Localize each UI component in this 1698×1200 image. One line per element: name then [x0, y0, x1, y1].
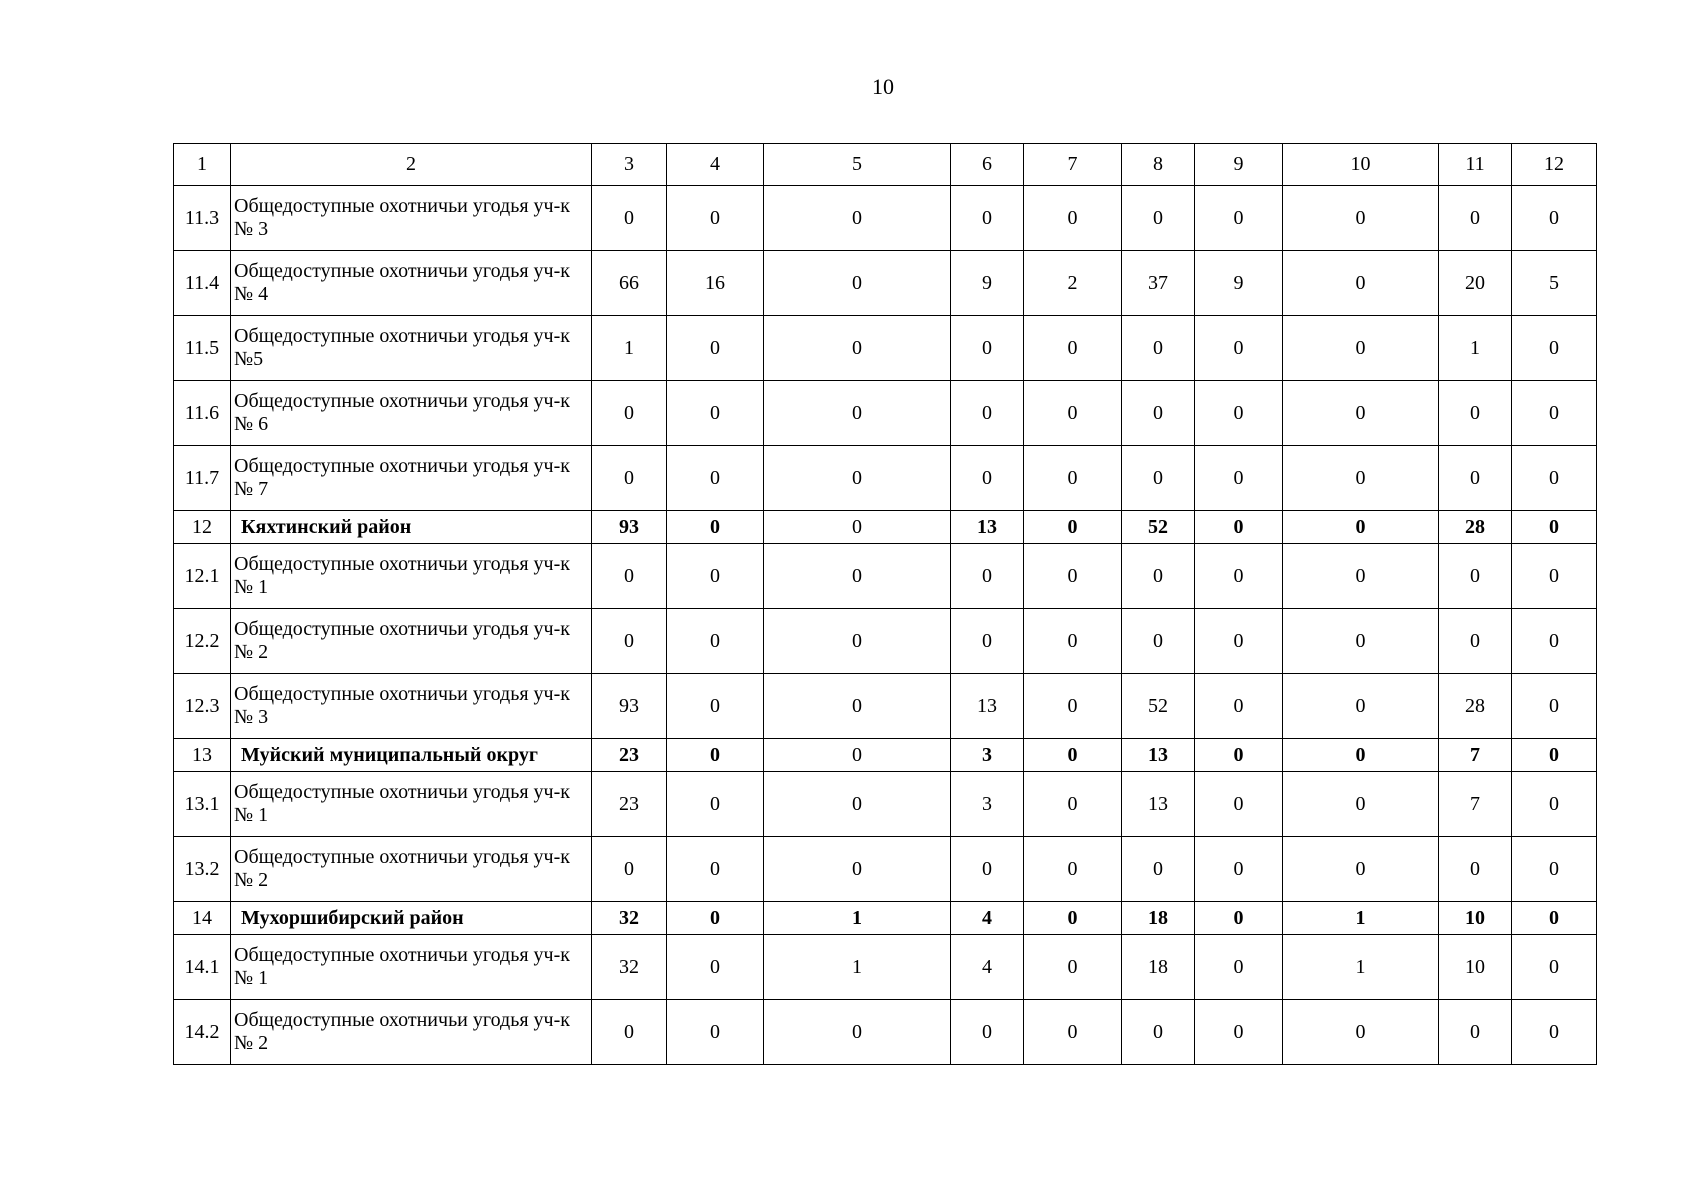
value-cell: 0 — [951, 609, 1024, 674]
value-cell: 0 — [951, 446, 1024, 511]
value-cell: 0 — [764, 544, 951, 609]
value-cell: 0 — [1512, 544, 1597, 609]
column-header: 11 — [1439, 144, 1512, 186]
value-cell: 0 — [1512, 674, 1597, 739]
value-cell: 18 — [1122, 902, 1195, 935]
value-cell: 0 — [764, 1000, 951, 1065]
value-cell: 1 — [764, 902, 951, 935]
row-number: 14.1 — [174, 935, 231, 1000]
row-number: 11.3 — [174, 186, 231, 251]
district-total-row — [174, 511, 1597, 544]
table-row — [174, 674, 1597, 739]
value-cell: 0 — [1024, 446, 1122, 511]
hunting-ground-name: Общедоступные охотничьи угодья уч-к № 1 — [231, 772, 592, 837]
hunting-ground-name: Общедоступные охотничьи угодья уч-к № 3 — [231, 674, 592, 739]
column-header: 1 — [174, 144, 231, 186]
row-number: 11.4 — [174, 251, 231, 316]
district-name: Кяхтинский район — [231, 511, 592, 544]
value-cell: 0 — [667, 1000, 764, 1065]
data-table — [173, 143, 1597, 1065]
value-cell: 0 — [592, 446, 667, 511]
value-cell: 0 — [1283, 251, 1439, 316]
value-cell: 0 — [1512, 609, 1597, 674]
hunting-ground-name: Общедоступные охотничьи угодья уч-к № 1 — [231, 544, 592, 609]
row-number: 12 — [174, 511, 231, 544]
value-cell: 1 — [1283, 902, 1439, 935]
value-cell: 0 — [592, 609, 667, 674]
value-cell: 0 — [1512, 902, 1597, 935]
value-cell: 0 — [1122, 381, 1195, 446]
value-cell: 0 — [667, 772, 764, 837]
value-cell: 37 — [1122, 251, 1195, 316]
row-number: 12.1 — [174, 544, 231, 609]
hunting-ground-name: Общедоступные охотничьи угодья уч-к № 2 — [231, 1000, 592, 1065]
value-cell: 0 — [1439, 1000, 1512, 1065]
column-header: 10 — [1283, 144, 1439, 186]
table-row — [174, 251, 1597, 316]
hunting-ground-name: Общедоступные охотничьи угодья уч-к № 7 — [231, 446, 592, 511]
value-cell: 0 — [1195, 544, 1283, 609]
value-cell: 0 — [1512, 1000, 1597, 1065]
district-name: Муйский муниципальный округ — [231, 739, 592, 772]
value-cell: 0 — [1195, 739, 1283, 772]
row-number: 14.2 — [174, 1000, 231, 1065]
value-cell: 0 — [1024, 186, 1122, 251]
page-number: 10 — [872, 74, 894, 99]
value-cell: 0 — [1512, 739, 1597, 772]
value-cell: 0 — [764, 837, 951, 902]
value-cell: 0 — [1283, 381, 1439, 446]
row-number: 11.7 — [174, 446, 231, 511]
value-cell: 13 — [1122, 772, 1195, 837]
value-cell: 0 — [1024, 544, 1122, 609]
value-cell: 13 — [1122, 739, 1195, 772]
table-row — [174, 316, 1597, 381]
value-cell: 0 — [1024, 609, 1122, 674]
column-header: 7 — [1024, 144, 1122, 186]
value-cell: 1 — [1439, 316, 1512, 381]
value-cell: 0 — [667, 902, 764, 935]
value-cell: 0 — [667, 186, 764, 251]
value-cell: 52 — [1122, 511, 1195, 544]
value-cell: 0 — [667, 316, 764, 381]
value-cell: 0 — [764, 674, 951, 739]
value-cell: 0 — [1512, 186, 1597, 251]
value-cell: 0 — [667, 381, 764, 446]
value-cell: 93 — [592, 674, 667, 739]
value-cell: 0 — [1024, 739, 1122, 772]
value-cell: 0 — [1195, 674, 1283, 739]
value-cell: 66 — [592, 251, 667, 316]
value-cell: 3 — [951, 772, 1024, 837]
value-cell: 0 — [1195, 186, 1283, 251]
value-cell: 0 — [764, 739, 951, 772]
header-row — [174, 144, 1597, 186]
hunting-ground-name: Общедоступные охотничьи угодья уч-к № 2 — [231, 837, 592, 902]
value-cell: 0 — [1024, 902, 1122, 935]
value-cell: 0 — [1283, 772, 1439, 837]
value-cell: 32 — [592, 935, 667, 1000]
value-cell: 0 — [764, 186, 951, 251]
value-cell: 0 — [667, 544, 764, 609]
value-cell: 0 — [592, 837, 667, 902]
value-cell: 0 — [1195, 316, 1283, 381]
value-cell: 0 — [1439, 381, 1512, 446]
value-cell: 0 — [1195, 1000, 1283, 1065]
column-header: 4 — [667, 144, 764, 186]
value-cell: 0 — [1283, 511, 1439, 544]
hunting-ground-name: Общедоступные охотничьи угодья уч-к № 3 — [231, 186, 592, 251]
value-cell: 0 — [1024, 935, 1122, 1000]
value-cell: 0 — [667, 674, 764, 739]
value-cell: 0 — [592, 1000, 667, 1065]
value-cell: 0 — [1439, 186, 1512, 251]
value-cell: 0 — [1195, 772, 1283, 837]
value-cell: 4 — [951, 935, 1024, 1000]
value-cell: 9 — [1195, 251, 1283, 316]
value-cell: 3 — [951, 739, 1024, 772]
value-cell: 20 — [1439, 251, 1512, 316]
district-name: Мухоршибирский район — [231, 902, 592, 935]
value-cell: 0 — [1439, 609, 1512, 674]
value-cell: 0 — [592, 381, 667, 446]
row-number: 11.5 — [174, 316, 231, 381]
row-number: 13.2 — [174, 837, 231, 902]
value-cell: 0 — [1024, 511, 1122, 544]
row-number: 13.1 — [174, 772, 231, 837]
value-cell: 0 — [1122, 544, 1195, 609]
value-cell: 0 — [764, 609, 951, 674]
value-cell: 0 — [1024, 381, 1122, 446]
table-row — [174, 446, 1597, 511]
value-cell: 0 — [1439, 837, 1512, 902]
value-cell: 0 — [764, 446, 951, 511]
column-header: 3 — [592, 144, 667, 186]
value-cell: 0 — [764, 251, 951, 316]
value-cell: 0 — [1122, 186, 1195, 251]
hunting-ground-name: Общедоступные охотничьи угодья уч-к № 2 — [231, 609, 592, 674]
value-cell: 0 — [667, 935, 764, 1000]
value-cell: 0 — [1283, 544, 1439, 609]
value-cell: 28 — [1439, 674, 1512, 739]
value-cell: 93 — [592, 511, 667, 544]
value-cell: 0 — [1283, 186, 1439, 251]
value-cell: 0 — [1122, 837, 1195, 902]
value-cell: 52 — [1122, 674, 1195, 739]
value-cell: 0 — [764, 381, 951, 446]
district-total-row — [174, 739, 1597, 772]
value-cell: 28 — [1439, 511, 1512, 544]
value-cell: 0 — [1512, 316, 1597, 381]
value-cell: 13 — [951, 511, 1024, 544]
value-cell: 4 — [951, 902, 1024, 935]
value-cell: 0 — [1195, 837, 1283, 902]
value-cell: 0 — [1195, 381, 1283, 446]
value-cell: 0 — [1512, 837, 1597, 902]
value-cell: 10 — [1439, 902, 1512, 935]
value-cell: 0 — [764, 511, 951, 544]
column-header: 6 — [951, 144, 1024, 186]
value-cell: 0 — [951, 544, 1024, 609]
table-row — [174, 381, 1597, 446]
value-cell: 0 — [1283, 837, 1439, 902]
column-header: 9 — [1195, 144, 1283, 186]
table-row — [174, 935, 1597, 1000]
value-cell: 0 — [1122, 446, 1195, 511]
value-cell: 0 — [1512, 511, 1597, 544]
value-cell: 5 — [1512, 251, 1597, 316]
value-cell: 10 — [1439, 935, 1512, 1000]
value-cell: 0 — [592, 544, 667, 609]
value-cell: 0 — [1283, 446, 1439, 511]
value-cell: 16 — [667, 251, 764, 316]
row-number: 14 — [174, 902, 231, 935]
value-cell: 1 — [592, 316, 667, 381]
district-total-row — [174, 902, 1597, 935]
table-row — [174, 609, 1597, 674]
value-cell: 0 — [1283, 674, 1439, 739]
value-cell: 1 — [1283, 935, 1439, 1000]
value-cell: 0 — [951, 186, 1024, 251]
table-row — [174, 837, 1597, 902]
value-cell: 0 — [1512, 381, 1597, 446]
value-cell: 0 — [951, 381, 1024, 446]
column-header: 8 — [1122, 144, 1195, 186]
value-cell: 23 — [592, 772, 667, 837]
row-number: 12.3 — [174, 674, 231, 739]
value-cell: 18 — [1122, 935, 1195, 1000]
value-cell: 0 — [1283, 316, 1439, 381]
value-cell: 0 — [1024, 674, 1122, 739]
column-header: 5 — [764, 144, 951, 186]
table-row — [174, 186, 1597, 251]
hunting-ground-name: Общедоступные охотничьи угодья уч-к №5 — [231, 316, 592, 381]
table-row — [174, 1000, 1597, 1065]
value-cell: 13 — [951, 674, 1024, 739]
value-cell: 0 — [1122, 609, 1195, 674]
column-header: 2 — [231, 144, 592, 186]
value-cell: 0 — [1283, 609, 1439, 674]
row-number: 11.6 — [174, 381, 231, 446]
hunting-ground-name: Общедоступные охотничьи угодья уч-к № 6 — [231, 381, 592, 446]
value-cell: 0 — [764, 316, 951, 381]
value-cell: 0 — [951, 316, 1024, 381]
value-cell: 1 — [764, 935, 951, 1000]
value-cell: 0 — [1283, 739, 1439, 772]
value-cell: 0 — [667, 837, 764, 902]
value-cell: 0 — [667, 511, 764, 544]
row-number: 13 — [174, 739, 231, 772]
value-cell: 0 — [951, 837, 1024, 902]
value-cell: 0 — [951, 1000, 1024, 1065]
value-cell: 0 — [592, 186, 667, 251]
value-cell: 9 — [951, 251, 1024, 316]
value-cell: 0 — [1195, 446, 1283, 511]
value-cell: 0 — [667, 739, 764, 772]
value-cell: 0 — [667, 609, 764, 674]
value-cell: 32 — [592, 902, 667, 935]
value-cell: 0 — [1195, 935, 1283, 1000]
hunting-ground-name: Общедоступные охотничьи угодья уч-к № 4 — [231, 251, 592, 316]
value-cell: 0 — [1512, 446, 1597, 511]
value-cell: 0 — [1195, 511, 1283, 544]
row-number: 12.2 — [174, 609, 231, 674]
value-cell: 0 — [1195, 609, 1283, 674]
value-cell: 0 — [1122, 1000, 1195, 1065]
value-cell: 0 — [1512, 772, 1597, 837]
value-cell: 0 — [1439, 446, 1512, 511]
value-cell: 0 — [1439, 544, 1512, 609]
value-cell: 0 — [1195, 902, 1283, 935]
value-cell: 7 — [1439, 772, 1512, 837]
column-header: 12 — [1512, 144, 1597, 186]
value-cell: 7 — [1439, 739, 1512, 772]
value-cell: 0 — [1122, 316, 1195, 381]
value-cell: 23 — [592, 739, 667, 772]
value-cell: 0 — [1024, 837, 1122, 902]
value-cell: 0 — [1024, 316, 1122, 381]
table-row — [174, 544, 1597, 609]
value-cell: 0 — [1512, 935, 1597, 1000]
value-cell: 0 — [667, 446, 764, 511]
value-cell: 0 — [1024, 772, 1122, 837]
value-cell: 2 — [1024, 251, 1122, 316]
value-cell: 0 — [1283, 1000, 1439, 1065]
value-cell: 0 — [1024, 1000, 1122, 1065]
value-cell: 0 — [764, 772, 951, 837]
table-body — [174, 144, 1597, 1065]
hunting-ground-name: Общедоступные охотничьи угодья уч-к № 1 — [231, 935, 592, 1000]
table-row — [174, 772, 1597, 837]
